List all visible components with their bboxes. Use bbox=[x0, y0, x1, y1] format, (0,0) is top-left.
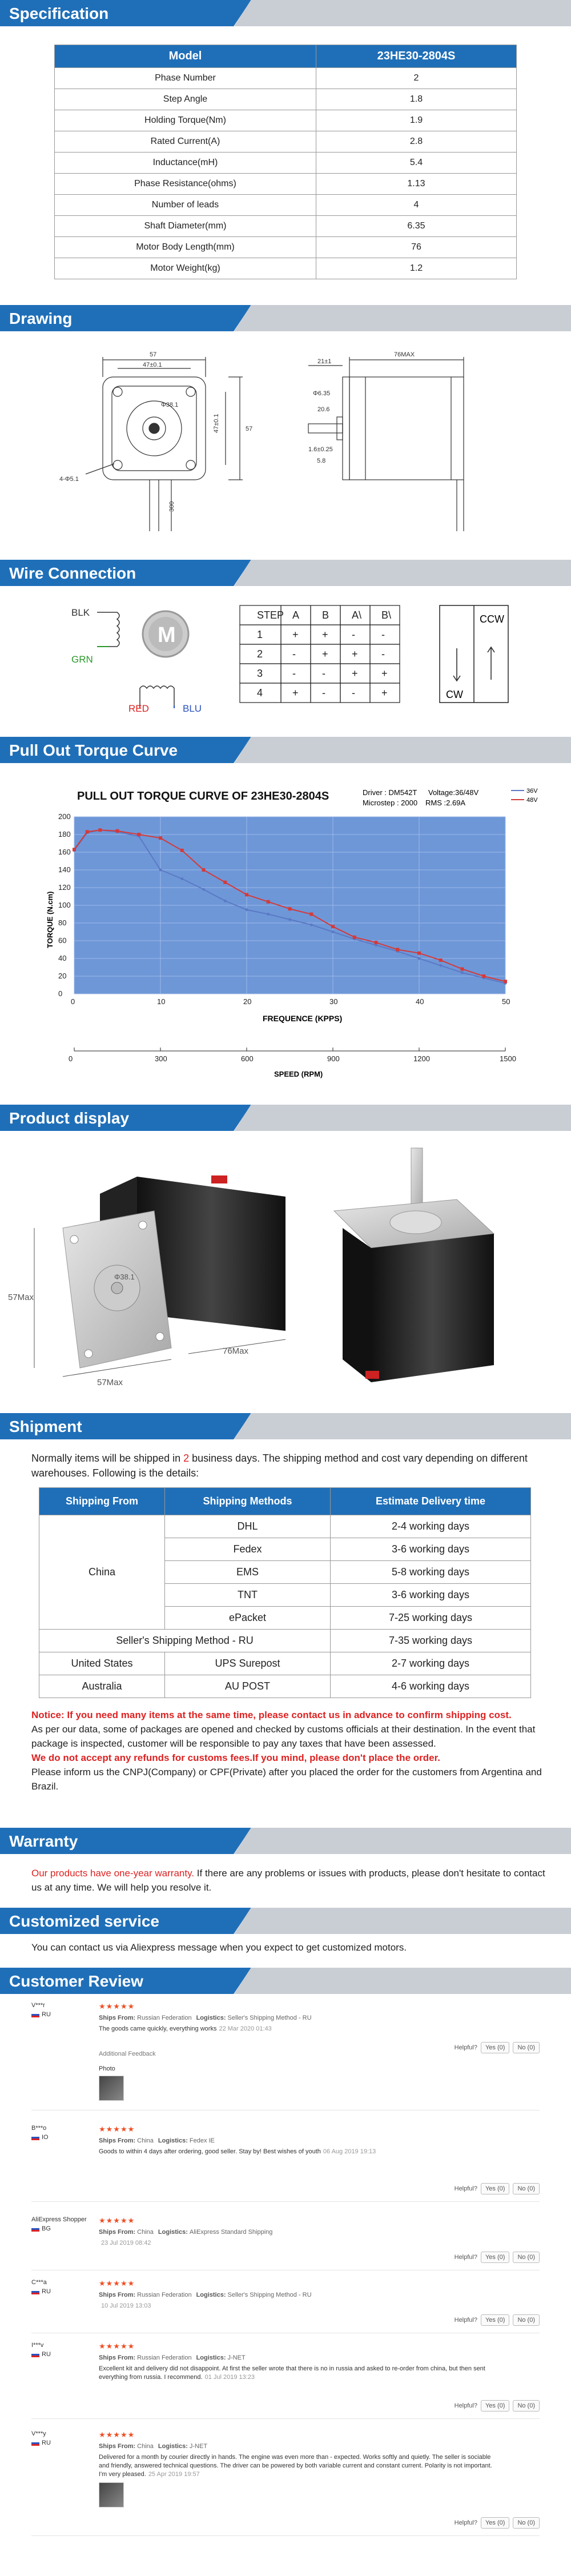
wire-table-cell: 4 bbox=[257, 687, 263, 699]
wire-table-header: A\ bbox=[352, 609, 362, 621]
spec-header-model-value: 23HE30-2804S bbox=[316, 45, 516, 68]
spec-value: 76 bbox=[316, 237, 516, 258]
side-view-body bbox=[349, 377, 464, 480]
chart-x2tick: 0 bbox=[69, 1054, 73, 1063]
ship-time: 7-35 working days bbox=[331, 1630, 531, 1652]
chart-x2tick: 600 bbox=[241, 1054, 254, 1063]
flag-icon bbox=[31, 2352, 39, 2357]
wire-diagram bbox=[0, 594, 571, 731]
helpful-no-button[interactable]: No (0) bbox=[513, 2252, 540, 2263]
spec-value: 4 bbox=[316, 195, 516, 216]
chart-ytick: 40 bbox=[58, 954, 67, 962]
dim-front-height: 57 bbox=[246, 426, 253, 432]
chart-point bbox=[504, 980, 507, 983]
chart-point bbox=[310, 924, 313, 926]
review-divider bbox=[31, 2201, 540, 2202]
chart-xtick: 40 bbox=[416, 997, 424, 1006]
chart-point bbox=[482, 974, 485, 978]
wire-table-cell: 1 bbox=[257, 629, 263, 640]
chart-info-voltage: Voltage:36/48V bbox=[428, 788, 479, 797]
wire-label-blk: BLK bbox=[71, 607, 90, 618]
chart-point bbox=[309, 913, 313, 916]
review-photo[interactable] bbox=[99, 2076, 124, 2101]
chart-point bbox=[86, 830, 89, 833]
chart-point bbox=[418, 957, 421, 960]
chart-x2tick: 300 bbox=[155, 1054, 167, 1063]
additional-feedback: Additional Feedback bbox=[99, 2051, 156, 2057]
chart-point bbox=[180, 877, 183, 880]
dim-side-flange: 1.6±0.25 bbox=[308, 446, 333, 453]
ship-method: UPS Surepost bbox=[165, 1652, 331, 1675]
banner-specification bbox=[0, 0, 571, 26]
review-text: Goods to within 4 days after ordering, good seller. Stay by! Best wishes of youth bbox=[99, 2148, 321, 2155]
spec-param: Phase Resistance(ohms) bbox=[55, 174, 316, 195]
chart-point bbox=[417, 952, 421, 955]
flag-icon bbox=[31, 2135, 39, 2140]
banner-wire bbox=[0, 560, 571, 586]
technical-drawing bbox=[0, 343, 571, 571]
helpful-yes-button[interactable]: Yes (0) bbox=[481, 2252, 509, 2263]
wire-table-cell: 3 bbox=[257, 668, 263, 679]
chart-legend-label: 48V bbox=[526, 797, 538, 804]
wire-ccw: CCW bbox=[480, 613, 504, 625]
spec-row bbox=[55, 174, 517, 195]
shipment-intro: Normally items will be shipped in 2 business days. The shipping method and cost vary depending on different warehouses. Following is the details: bbox=[31, 1452, 528, 1479]
spec-header-model: Model bbox=[55, 45, 316, 68]
review-item: AliExpress Shopper BG ★★★★★ Ships From: China Logistics: AliExpress Standard Shipping 23 Jul 2019 08:42 Helpful? Yes (0) No (0) bbox=[31, 2216, 540, 2273]
chart-ytick: 120 bbox=[58, 883, 71, 892]
review-item: C***a RU ★★★★★ Ships From: Russian Federation Logistics: Seller's Shipping Method - RU 10 Jul 2019 13:03 Helpful? Yes (0) No (0) bbox=[31, 2279, 540, 2336]
flag-icon bbox=[31, 2012, 39, 2017]
wire-cw: CW bbox=[446, 689, 463, 700]
review-photo[interactable] bbox=[99, 2482, 124, 2507]
wire-table-cell: 2 bbox=[257, 648, 263, 660]
review-user-name: I***v bbox=[31, 2342, 44, 2349]
review-country: RU bbox=[42, 2351, 51, 2358]
wire-table-header: B bbox=[322, 609, 329, 621]
wire-table-cell: + bbox=[381, 687, 388, 699]
helpful-label: Helpful? bbox=[454, 2185, 477, 2192]
wire-table-header: A bbox=[292, 609, 300, 621]
spec-row bbox=[55, 195, 517, 216]
wire-table-cell: - bbox=[322, 687, 325, 699]
spec-row bbox=[55, 216, 517, 237]
review-user bbox=[31, 2125, 94, 2141]
chart-x2label: SPEED (RPM) bbox=[274, 1070, 323, 1078]
chart-point bbox=[159, 869, 162, 872]
ship-from: Australia bbox=[39, 1675, 165, 1698]
review-item: V***y RU ★★★★★ Ships From: China Logistics: J-NET Delivered for a month by courier directly in hands. The engine was even more than - expected. Works softly and quietly. The seller is sociable and friendly, answered technical questions. The driver can be powered by both variable current and constant current. Polarity is not important. I'm very pleased. 25 Apr 2019 19:57 Helpful? Yes (0) No (0) bbox=[31, 2430, 540, 2539]
wire-table-cell: - bbox=[292, 668, 296, 679]
review-country: RU bbox=[42, 2439, 51, 2446]
chart-x2tick: 1500 bbox=[500, 1054, 516, 1063]
spec-row bbox=[55, 237, 517, 258]
ship-time: 3-6 working days bbox=[331, 1584, 531, 1607]
wire-table-cell: + bbox=[352, 648, 358, 660]
spec-row bbox=[55, 68, 517, 89]
spec-value: 2 bbox=[316, 68, 516, 89]
section-title: Shipment bbox=[9, 1418, 82, 1435]
dim-side-shaft-len: 20.6 bbox=[317, 406, 330, 413]
wire-table-cell: + bbox=[292, 629, 299, 640]
review-user bbox=[31, 2002, 94, 2018]
chart-ytick: 0 bbox=[58, 989, 63, 998]
chart-xtick: 30 bbox=[329, 997, 338, 1006]
helpful-no-button[interactable]: No (0) bbox=[513, 2314, 540, 2326]
wire-label-blu: BLU bbox=[183, 703, 202, 714]
spec-row bbox=[55, 131, 517, 153]
photo-label: Photo bbox=[99, 2065, 115, 2072]
ship-method: AU POST bbox=[165, 1675, 331, 1698]
wire-label-grn: GRN bbox=[71, 654, 93, 665]
chart-point bbox=[396, 948, 399, 952]
chart-point bbox=[332, 930, 335, 933]
chart-ytick: 100 bbox=[58, 901, 71, 909]
review-stars: ★★★★★ bbox=[99, 2125, 135, 2133]
section-title: Drawing bbox=[9, 310, 73, 327]
chart-point bbox=[288, 907, 292, 910]
chart-x2tick: 900 bbox=[327, 1054, 340, 1063]
chart-info-driver: Driver : DM542T bbox=[363, 788, 417, 797]
motor-logo-letter: M bbox=[158, 623, 176, 647]
review-user bbox=[31, 2342, 94, 2358]
review-date: 01 Jul 2019 13:23 bbox=[204, 2374, 255, 2381]
spec-value: 1.8 bbox=[316, 89, 516, 110]
shipping-notice: Notice: If you need many items at the same time, please contact us in advance to confirm shipping cost. As per our data, some of packages are opened and checked by customs officials at their destination. In the event that package is inspected, customer will be responsible to pay any taxes that have been assessed. We do not accept any refunds for customs fees.If you mind, please don't place the order. Please inform us the CNPJ(Company) or CPF(Private) after you placed the order for the customers from Argentina and Brazil. bbox=[31, 1710, 542, 1792]
review-logistics: J-NET bbox=[227, 2354, 246, 2361]
warranty-text: Our products have one-year warranty. If there are any problems or issues with products, please don't hesitate to contact us at any time. We will help you resolve it. bbox=[31, 1868, 545, 1893]
ship-from: China bbox=[39, 1515, 165, 1630]
wire-table-cell: + bbox=[322, 629, 328, 640]
wire-label-red: RED bbox=[128, 703, 149, 714]
wire-table-cell: + bbox=[322, 648, 328, 660]
helpful-yes-button[interactable]: Yes (0) bbox=[481, 2042, 509, 2053]
spec-table bbox=[54, 45, 517, 279]
section-title: Warranty bbox=[9, 1832, 78, 1850]
chart-ytick: 140 bbox=[58, 865, 71, 874]
chart-point bbox=[267, 913, 270, 916]
review-user bbox=[31, 2279, 94, 2295]
chart-point bbox=[98, 828, 102, 832]
helpful-yes-button[interactable]: Yes (0) bbox=[481, 2517, 509, 2529]
helpful-no-button[interactable]: No (0) bbox=[513, 2183, 540, 2194]
spec-value: 5.4 bbox=[316, 153, 516, 174]
ship-row bbox=[39, 1652, 531, 1675]
spec-param: Inductance(mH) bbox=[55, 153, 316, 174]
ship-row bbox=[39, 1675, 531, 1698]
motor-photo-upright bbox=[334, 1148, 494, 1382]
chart-point bbox=[439, 964, 442, 967]
spec-value: 1.13 bbox=[316, 174, 516, 195]
wire-table-cell: + bbox=[381, 668, 388, 679]
review-date: 23 Jul 2019 08:42 bbox=[101, 2240, 151, 2246]
chart-xlabel: FREQUENCE (KPPS) bbox=[263, 1014, 343, 1023]
banner-torque bbox=[0, 737, 571, 763]
section-title: Product display bbox=[9, 1109, 130, 1127]
review-country: IO bbox=[42, 2134, 49, 2141]
ship-time: 4-6 working days bbox=[331, 1675, 531, 1698]
review-item: I***v RU ★★★★★ Ships From: Russian Federation Logistics: J-NET Excellent kit and delivery did not disappoint. At first the seller wrote that there is no in russia and asked to re-order from china, but then sent everything from russia. I recommend. 01 Jul 2019 13:23 Helpful? Yes (0) No (0) bbox=[31, 2342, 540, 2422]
spec-param: Phase Number bbox=[55, 68, 316, 89]
chart-point bbox=[224, 900, 227, 902]
chart-point bbox=[375, 941, 378, 944]
ship-method: DHL bbox=[165, 1515, 331, 1538]
ship-method: Seller's Shipping Method - RU bbox=[39, 1630, 331, 1652]
review-ships-from: China bbox=[137, 2137, 154, 2144]
spec-value: 1.9 bbox=[316, 110, 516, 131]
review-user-name: B***o bbox=[31, 2125, 47, 2132]
chart-point bbox=[353, 936, 356, 939]
review-item: B***o IO ★★★★★ Ships From: China Logistics: Fedex IE Goods to within 4 days after ordering, good seller. Stay by! Best wishes of youth 06 Aug 2019 19:13 Helpful? Yes (0) No (0) bbox=[31, 2125, 540, 2205]
spec-param: Holding Torque(Nm) bbox=[55, 110, 316, 131]
chart-point bbox=[202, 868, 206, 872]
chart-xtick: 10 bbox=[157, 997, 166, 1006]
review-stars: ★★★★★ bbox=[99, 2430, 135, 2439]
wire-table-cell: - bbox=[322, 668, 325, 679]
chart-ytick: 200 bbox=[58, 812, 71, 821]
review-date: 10 Jul 2019 13:03 bbox=[101, 2302, 151, 2309]
product-images bbox=[0, 1142, 571, 1405]
side-view-flange bbox=[343, 377, 349, 480]
ship-row bbox=[39, 1630, 531, 1652]
banner-drawing bbox=[0, 305, 571, 331]
chart-x2tick: 1200 bbox=[413, 1054, 430, 1063]
spec-row bbox=[55, 110, 517, 131]
spec-value: 6.35 bbox=[316, 216, 516, 237]
wire-table-header: STEP bbox=[257, 609, 284, 621]
chart-legend-label: 36V bbox=[526, 788, 538, 795]
chart-ytick: 160 bbox=[58, 848, 71, 856]
chart-point bbox=[246, 908, 248, 911]
review-country: RU bbox=[42, 2011, 51, 2018]
chart-point bbox=[73, 848, 76, 851]
review-date: 25 Apr 2019 19:57 bbox=[148, 2471, 200, 2478]
banner-product bbox=[0, 1105, 571, 1131]
side-view-shaft bbox=[308, 424, 343, 433]
ship-row bbox=[39, 1515, 531, 1538]
chart-ylabel: TORQUE (N.cm) bbox=[46, 891, 54, 948]
helpful-yes-button[interactable]: Yes (0) bbox=[481, 2183, 509, 2194]
review-logistics: Fedex IE bbox=[189, 2137, 215, 2144]
chart-point bbox=[116, 829, 119, 833]
dim-side-shaft-dia: Φ6.35 bbox=[313, 390, 331, 397]
ship-method: EMS bbox=[165, 1561, 331, 1584]
chart-point bbox=[137, 833, 140, 836]
product-dim-center: Φ38.1 bbox=[114, 1273, 135, 1281]
chart-point bbox=[159, 836, 162, 840]
review-text: Excellent kit and delivery did not disappoint. At first the seller wrote that there is no in russia and asked to re-order from china, but then sent everything from russia. I recommend. bbox=[99, 2365, 485, 2381]
product-dim-length: 76Max bbox=[223, 1346, 249, 1356]
wire-table-cell: - bbox=[292, 648, 296, 660]
chart-xtick: 50 bbox=[502, 997, 510, 1006]
ship-method: ePacket bbox=[165, 1607, 331, 1630]
review-stars: ★★★★★ bbox=[99, 2002, 135, 2011]
ship-time: 2-4 working days bbox=[331, 1515, 531, 1538]
ship-time: 3-6 working days bbox=[331, 1538, 531, 1561]
section-title: Customized service bbox=[9, 1912, 159, 1930]
spec-param: Number of leads bbox=[55, 195, 316, 216]
chart-title: PULL OUT TORQUE CURVE OF 23HE30-2804S bbox=[77, 790, 329, 803]
spec-row bbox=[55, 153, 517, 174]
section-title: Pull Out Torque Curve bbox=[9, 741, 178, 759]
chart-point bbox=[461, 971, 464, 974]
chart-xtick: 0 bbox=[71, 997, 75, 1006]
review-item: V***r RU ★★★★★ Ships From: Russian Federation Logistics: Seller's Shipping Method - RU The goods came quickly, everything works 22 Mar 2020 01:43 Additional Feedback Photo Helpful? Yes (0) No (0) bbox=[31, 2002, 540, 2113]
chart-point bbox=[267, 900, 270, 904]
wire-table-cell: + bbox=[292, 687, 299, 699]
review-logistics: Seller's Shipping Method - RU bbox=[227, 2292, 312, 2298]
flag-icon bbox=[31, 2289, 39, 2294]
wire-table-cell: - bbox=[381, 629, 385, 640]
ship-header-time: Estimate Delivery time bbox=[331, 1488, 531, 1515]
review-text: Delivered for a month by courier directly in hands. The engine was even more than - expected. Works softly and quietly. The seller is sociable and friendly, answered technical questions. The driver can be powered by both variable current and constant current. Polarity is not important. I'm very pleased. bbox=[99, 2454, 492, 2478]
ship-time: 5-8 working days bbox=[331, 1561, 531, 1584]
ship-from: United States bbox=[39, 1652, 165, 1675]
review-ships-from: Russian Federation bbox=[137, 2354, 192, 2361]
dim-front-holes: 47±0.1 bbox=[143, 362, 162, 368]
review-ships-from: China bbox=[137, 2229, 154, 2236]
banner-warranty bbox=[0, 1828, 571, 1854]
helpful-label: Helpful? bbox=[454, 2254, 477, 2261]
helpful-yes-button[interactable]: Yes (0) bbox=[481, 2400, 509, 2412]
ship-time: 2-7 working days bbox=[331, 1652, 531, 1675]
section-title: Specification bbox=[9, 5, 109, 22]
spec-row bbox=[55, 258, 517, 279]
review-user-name: C***a bbox=[31, 2279, 47, 2286]
helpful-no-button[interactable]: No (0) bbox=[513, 2400, 540, 2412]
chart-point bbox=[180, 849, 184, 852]
spec-param: Shaft Diameter(mm) bbox=[55, 216, 316, 237]
review-logistics: J-NET bbox=[189, 2443, 208, 2450]
review-country: BG bbox=[42, 2225, 51, 2232]
dim-front-bolt: 4-Φ5.1 bbox=[59, 476, 79, 483]
chart-point bbox=[439, 958, 443, 962]
spec-value: 2.8 bbox=[316, 131, 516, 153]
chart-info-rms: RMS :2.69A bbox=[425, 799, 466, 807]
spec-row bbox=[55, 89, 517, 110]
spec-value: 1.2 bbox=[316, 258, 516, 279]
review-divider bbox=[31, 2418, 540, 2419]
spec-param: Rated Current(A) bbox=[55, 131, 316, 153]
wire-table-header: B\ bbox=[381, 609, 392, 621]
chart-point bbox=[461, 968, 464, 971]
chart-point bbox=[223, 881, 227, 884]
chart-ytick: 80 bbox=[58, 918, 67, 927]
chart-xtick: 20 bbox=[243, 997, 252, 1006]
chart-point bbox=[288, 918, 291, 921]
torque-chart bbox=[0, 783, 571, 1102]
flag-icon bbox=[31, 2226, 39, 2232]
flag-icon bbox=[31, 2441, 39, 2446]
review-logistics: Seller's Shipping Method - RU bbox=[227, 2015, 312, 2021]
dim-side-flat: 5.8 bbox=[317, 458, 326, 464]
review-user bbox=[31, 2430, 94, 2446]
helpful-no-button[interactable]: No (0) bbox=[513, 2042, 540, 2053]
product-dim-width: 57Max bbox=[97, 1378, 123, 1387]
helpful-label: Helpful? bbox=[454, 2317, 477, 2324]
dim-side-length: 76MAX bbox=[394, 351, 415, 358]
ship-header-from: Shipping From bbox=[39, 1488, 165, 1515]
helpful-no-button[interactable]: No (0) bbox=[513, 2517, 540, 2529]
chart-info-microstep: Microstep : 2000 bbox=[363, 799, 418, 807]
ship-method: Fedex bbox=[165, 1538, 331, 1561]
review-user bbox=[31, 2216, 94, 2232]
review-ships-from: China bbox=[137, 2443, 154, 2450]
review-ships-from: Russian Federation bbox=[137, 2292, 192, 2298]
review-logistics: AliExpress Standard Shipping bbox=[189, 2229, 273, 2236]
spec-param: Step Angle bbox=[55, 89, 316, 110]
review-stars: ★★★★★ bbox=[99, 2216, 135, 2225]
dim-front-boss: Φ38.1 bbox=[161, 402, 179, 408]
review-date: 22 Mar 2020 01:43 bbox=[219, 2025, 272, 2032]
ship-header-methods: Shipping Methods bbox=[165, 1488, 331, 1515]
banner-shipment bbox=[0, 1413, 571, 1439]
chart-ytick: 180 bbox=[58, 830, 71, 838]
review-user-name: V***r bbox=[31, 2002, 45, 2009]
shipping-table bbox=[39, 1487, 531, 1698]
wire-table-cell: - bbox=[381, 648, 385, 660]
review-stars: ★★★★★ bbox=[99, 2342, 135, 2350]
wire-table-cell: - bbox=[352, 629, 355, 640]
chart-point bbox=[331, 925, 335, 928]
review-date: 06 Aug 2019 19:13 bbox=[323, 2148, 376, 2155]
helpful-label: Helpful? bbox=[454, 2402, 477, 2409]
helpful-label: Helpful? bbox=[454, 2044, 477, 2051]
section-title: Wire Connection bbox=[9, 564, 136, 582]
chart-point bbox=[245, 893, 248, 896]
helpful-yes-button[interactable]: Yes (0) bbox=[481, 2314, 509, 2326]
review-user-name: V***y bbox=[31, 2430, 46, 2437]
spec-param: Motor Weight(kg) bbox=[55, 258, 316, 279]
product-dim-height: 57Max bbox=[8, 1293, 34, 1302]
wire-table-cell: - bbox=[352, 687, 355, 699]
review-stars: ★★★★★ bbox=[99, 2279, 135, 2288]
dim-front-holes-v: 47±0.1 bbox=[213, 414, 220, 433]
helpful-label: Helpful? bbox=[454, 2519, 477, 2526]
custom-text: You can contact us via Aliexpress message when you expect to get customized motors. bbox=[31, 1942, 407, 1953]
ship-time: 7-25 working days bbox=[331, 1607, 531, 1630]
banner-review bbox=[0, 1968, 571, 1994]
chart-ytick: 60 bbox=[58, 936, 67, 945]
section-title: Customer Review bbox=[9, 1972, 143, 1990]
review-divider bbox=[31, 2535, 540, 2536]
dim-front-width: 57 bbox=[150, 351, 157, 358]
dim-front-lead: 300 bbox=[168, 501, 175, 512]
wire-table-cell: + bbox=[352, 668, 358, 679]
ship-method: TNT bbox=[165, 1584, 331, 1607]
banner-custom bbox=[0, 1908, 571, 1934]
review-country: RU bbox=[42, 2288, 51, 2295]
dim-side-shaft: 21±1 bbox=[317, 358, 332, 365]
spec-param: Motor Body Length(mm) bbox=[55, 237, 316, 258]
chart-ytick: 20 bbox=[58, 972, 67, 980]
review-user-name: AliExpress Shopper bbox=[31, 2216, 87, 2223]
review-text: The goods came quickly, everything works bbox=[99, 2025, 217, 2032]
chart-point bbox=[202, 888, 205, 891]
review-ships-from: Russian Federation bbox=[137, 2015, 192, 2021]
